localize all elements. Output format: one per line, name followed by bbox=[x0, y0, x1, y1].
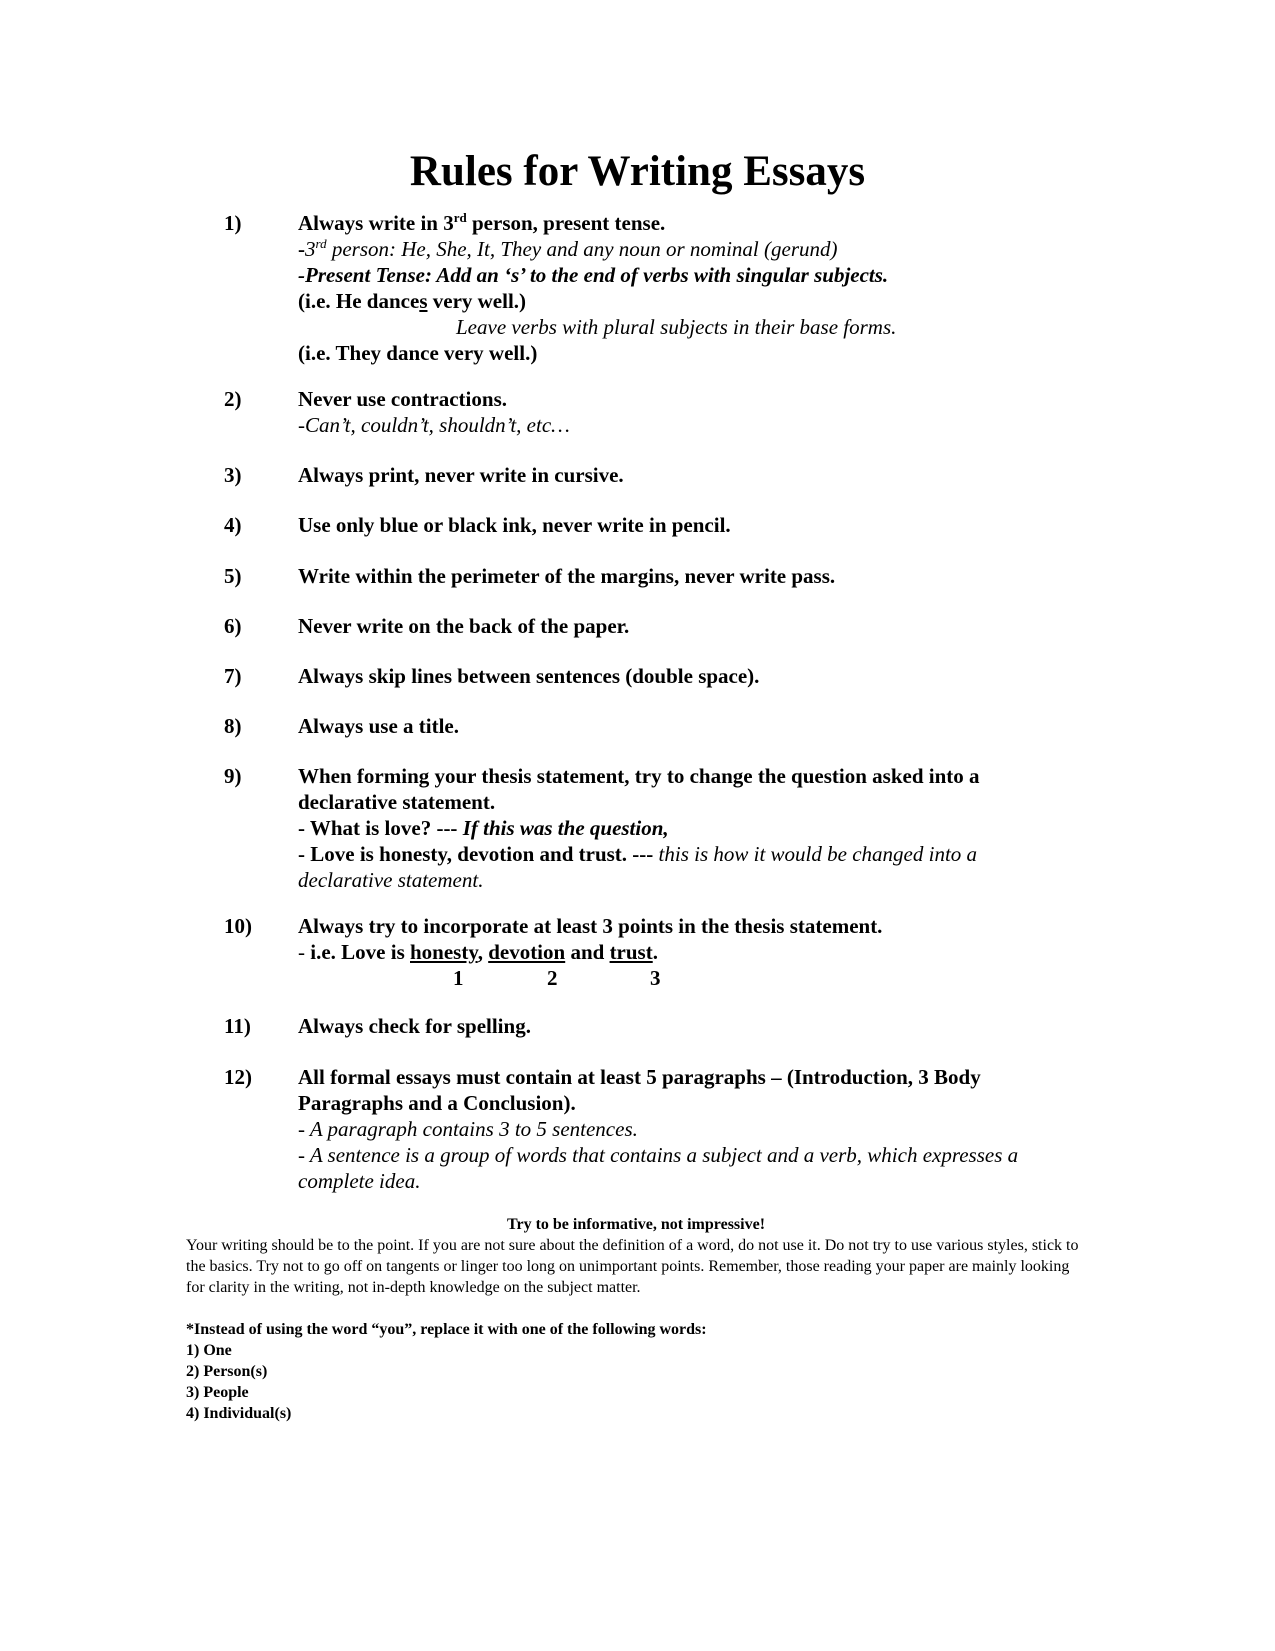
rule-number: 7) bbox=[224, 664, 242, 688]
word-option: 2) Person(s) bbox=[186, 1363, 268, 1380]
rule-number: 9) bbox=[224, 764, 242, 788]
rule-number: 11) bbox=[224, 1014, 251, 1038]
example-text: very well.) bbox=[427, 289, 527, 313]
rule-answer bbox=[298, 841, 1033, 893]
rule-main: Always skip lines between sentences (double space). bbox=[298, 664, 760, 688]
question-note: If this was the question, bbox=[462, 816, 669, 840]
point-numbers bbox=[298, 965, 1088, 991]
word-option: 4) Individual(s) bbox=[186, 1405, 292, 1422]
rule-sub: - A paragraph contains 3 to 5 sentences. bbox=[298, 1117, 638, 1141]
rule-sub: -Can’t, couldn’t, shouldn’t, etc… bbox=[298, 413, 570, 437]
word-option: 1) One bbox=[186, 1342, 232, 1359]
dash: - bbox=[298, 940, 311, 964]
rule-main: Always try to incorporate at least 3 points in the thesis statement. bbox=[298, 914, 883, 938]
rule-main bbox=[298, 210, 1088, 236]
point-number-2: 2 bbox=[547, 966, 558, 990]
point-1: honesty bbox=[410, 940, 478, 964]
example-text: , bbox=[477, 940, 489, 964]
rule-body bbox=[298, 663, 1088, 689]
rule-example bbox=[298, 288, 1088, 314]
rule-sub: -Present Tense: Add an ‘s’ to the end of verbs with singular subjects. bbox=[298, 263, 889, 287]
rule-main: Use only blue or black ink, never write in pencil. bbox=[298, 513, 731, 537]
rule-sub: Leave verbs with plural subjects in their base forms. bbox=[456, 315, 897, 339]
rule-number: 10) bbox=[224, 914, 252, 938]
footer-section bbox=[186, 1214, 1086, 1424]
rule-example bbox=[298, 939, 1088, 965]
dash: - bbox=[298, 237, 305, 261]
rule-body bbox=[298, 913, 1088, 991]
superscript: rd bbox=[315, 236, 327, 251]
rule-body bbox=[298, 713, 1088, 739]
spacer bbox=[186, 1298, 1086, 1319]
sub-text: person: He, She, It, They and any noun or nominal (gerund) bbox=[326, 237, 838, 261]
rule-body bbox=[298, 386, 1088, 438]
rule-main: Write within the perimeter of the margins, never write pass. bbox=[298, 564, 836, 588]
superscript: rd bbox=[453, 210, 467, 225]
rule-number: 8) bbox=[224, 714, 242, 738]
rule-number: 5) bbox=[224, 564, 242, 588]
rule-main: All formal essays must contain at least 5 paragraphs – (Introduction, 3 Body Paragraphs and a Conclusion). bbox=[298, 1065, 981, 1115]
page-title: Rules for Writing Essays bbox=[409, 148, 866, 195]
rule-body bbox=[298, 210, 1088, 366]
answer-text: - Love is honesty, devotion and trust. --- bbox=[298, 842, 659, 866]
rule-body bbox=[298, 1013, 1088, 1039]
rule-main-text: Always write in 3 bbox=[298, 211, 454, 235]
rule-number: 12) bbox=[224, 1065, 252, 1089]
point-number-1: 1 bbox=[453, 966, 464, 990]
rule-body bbox=[298, 763, 1033, 893]
instead-note: *Instead of using the word “you”, replace it with one of the following words: bbox=[186, 1321, 707, 1338]
answer-note: this is how it would be changed into a declarative statement. bbox=[298, 842, 978, 892]
point-number-3: 3 bbox=[650, 966, 661, 990]
rule-body bbox=[298, 1064, 1043, 1194]
example-text: (i.e. He dance bbox=[298, 289, 420, 313]
question-text: - What is love? --- bbox=[298, 816, 463, 840]
footer-heading: Try to be informative, not impressive! bbox=[506, 1216, 766, 1233]
rule-body bbox=[298, 613, 1088, 639]
rule-sub: - A sentence is a group of words that contains a subject and a verb, which expresses a complete idea. bbox=[298, 1143, 1019, 1193]
rule-body bbox=[298, 462, 1088, 488]
rule-main: Never use contractions. bbox=[298, 387, 507, 411]
rule-main: Always use a title. bbox=[298, 714, 459, 738]
underlined-letter: s bbox=[419, 289, 428, 313]
rule-main: When forming your thesis statement, try to change the question asked into a declarative statement. bbox=[298, 764, 980, 814]
rule-example: (i.e. They dance very well.) bbox=[298, 341, 538, 365]
rule-number: 6) bbox=[224, 614, 242, 638]
sub-text: 3 bbox=[305, 237, 316, 261]
rule-number: 4) bbox=[224, 513, 242, 537]
rule-body bbox=[298, 512, 1088, 538]
rule-number: 3) bbox=[224, 463, 242, 487]
rule-question bbox=[298, 815, 1033, 841]
rule-number: 2) bbox=[224, 387, 242, 411]
example-text: and bbox=[565, 940, 610, 964]
example-text: i.e. Love is bbox=[310, 940, 410, 964]
rule-main: Always print, never write in cursive. bbox=[298, 463, 624, 487]
word-option: 3) People bbox=[186, 1384, 249, 1401]
rule-body bbox=[298, 563, 1088, 589]
point-3: trust bbox=[609, 940, 653, 964]
rule-main-text: person, present tense. bbox=[466, 211, 666, 235]
rule-main: Always check for spelling. bbox=[298, 1014, 531, 1038]
rule-main: Never write on the back of the paper. bbox=[298, 614, 630, 638]
footer-paragraph: Your writing should be to the point. If you are not sure about the definition of a word, do not use it. Do not try to use various styles, stick to the basics. Try not to go off on tangents or linger too long on unimportant points. Remember, those reading your paper are mainly looking for clarity in the writing, not in-depth knowledge on the subject matter. bbox=[186, 1237, 1079, 1296]
rule-sub bbox=[298, 236, 1088, 262]
example-text: . bbox=[652, 940, 658, 964]
rule-number: 1) bbox=[224, 211, 242, 235]
point-2: devotion bbox=[488, 940, 566, 964]
